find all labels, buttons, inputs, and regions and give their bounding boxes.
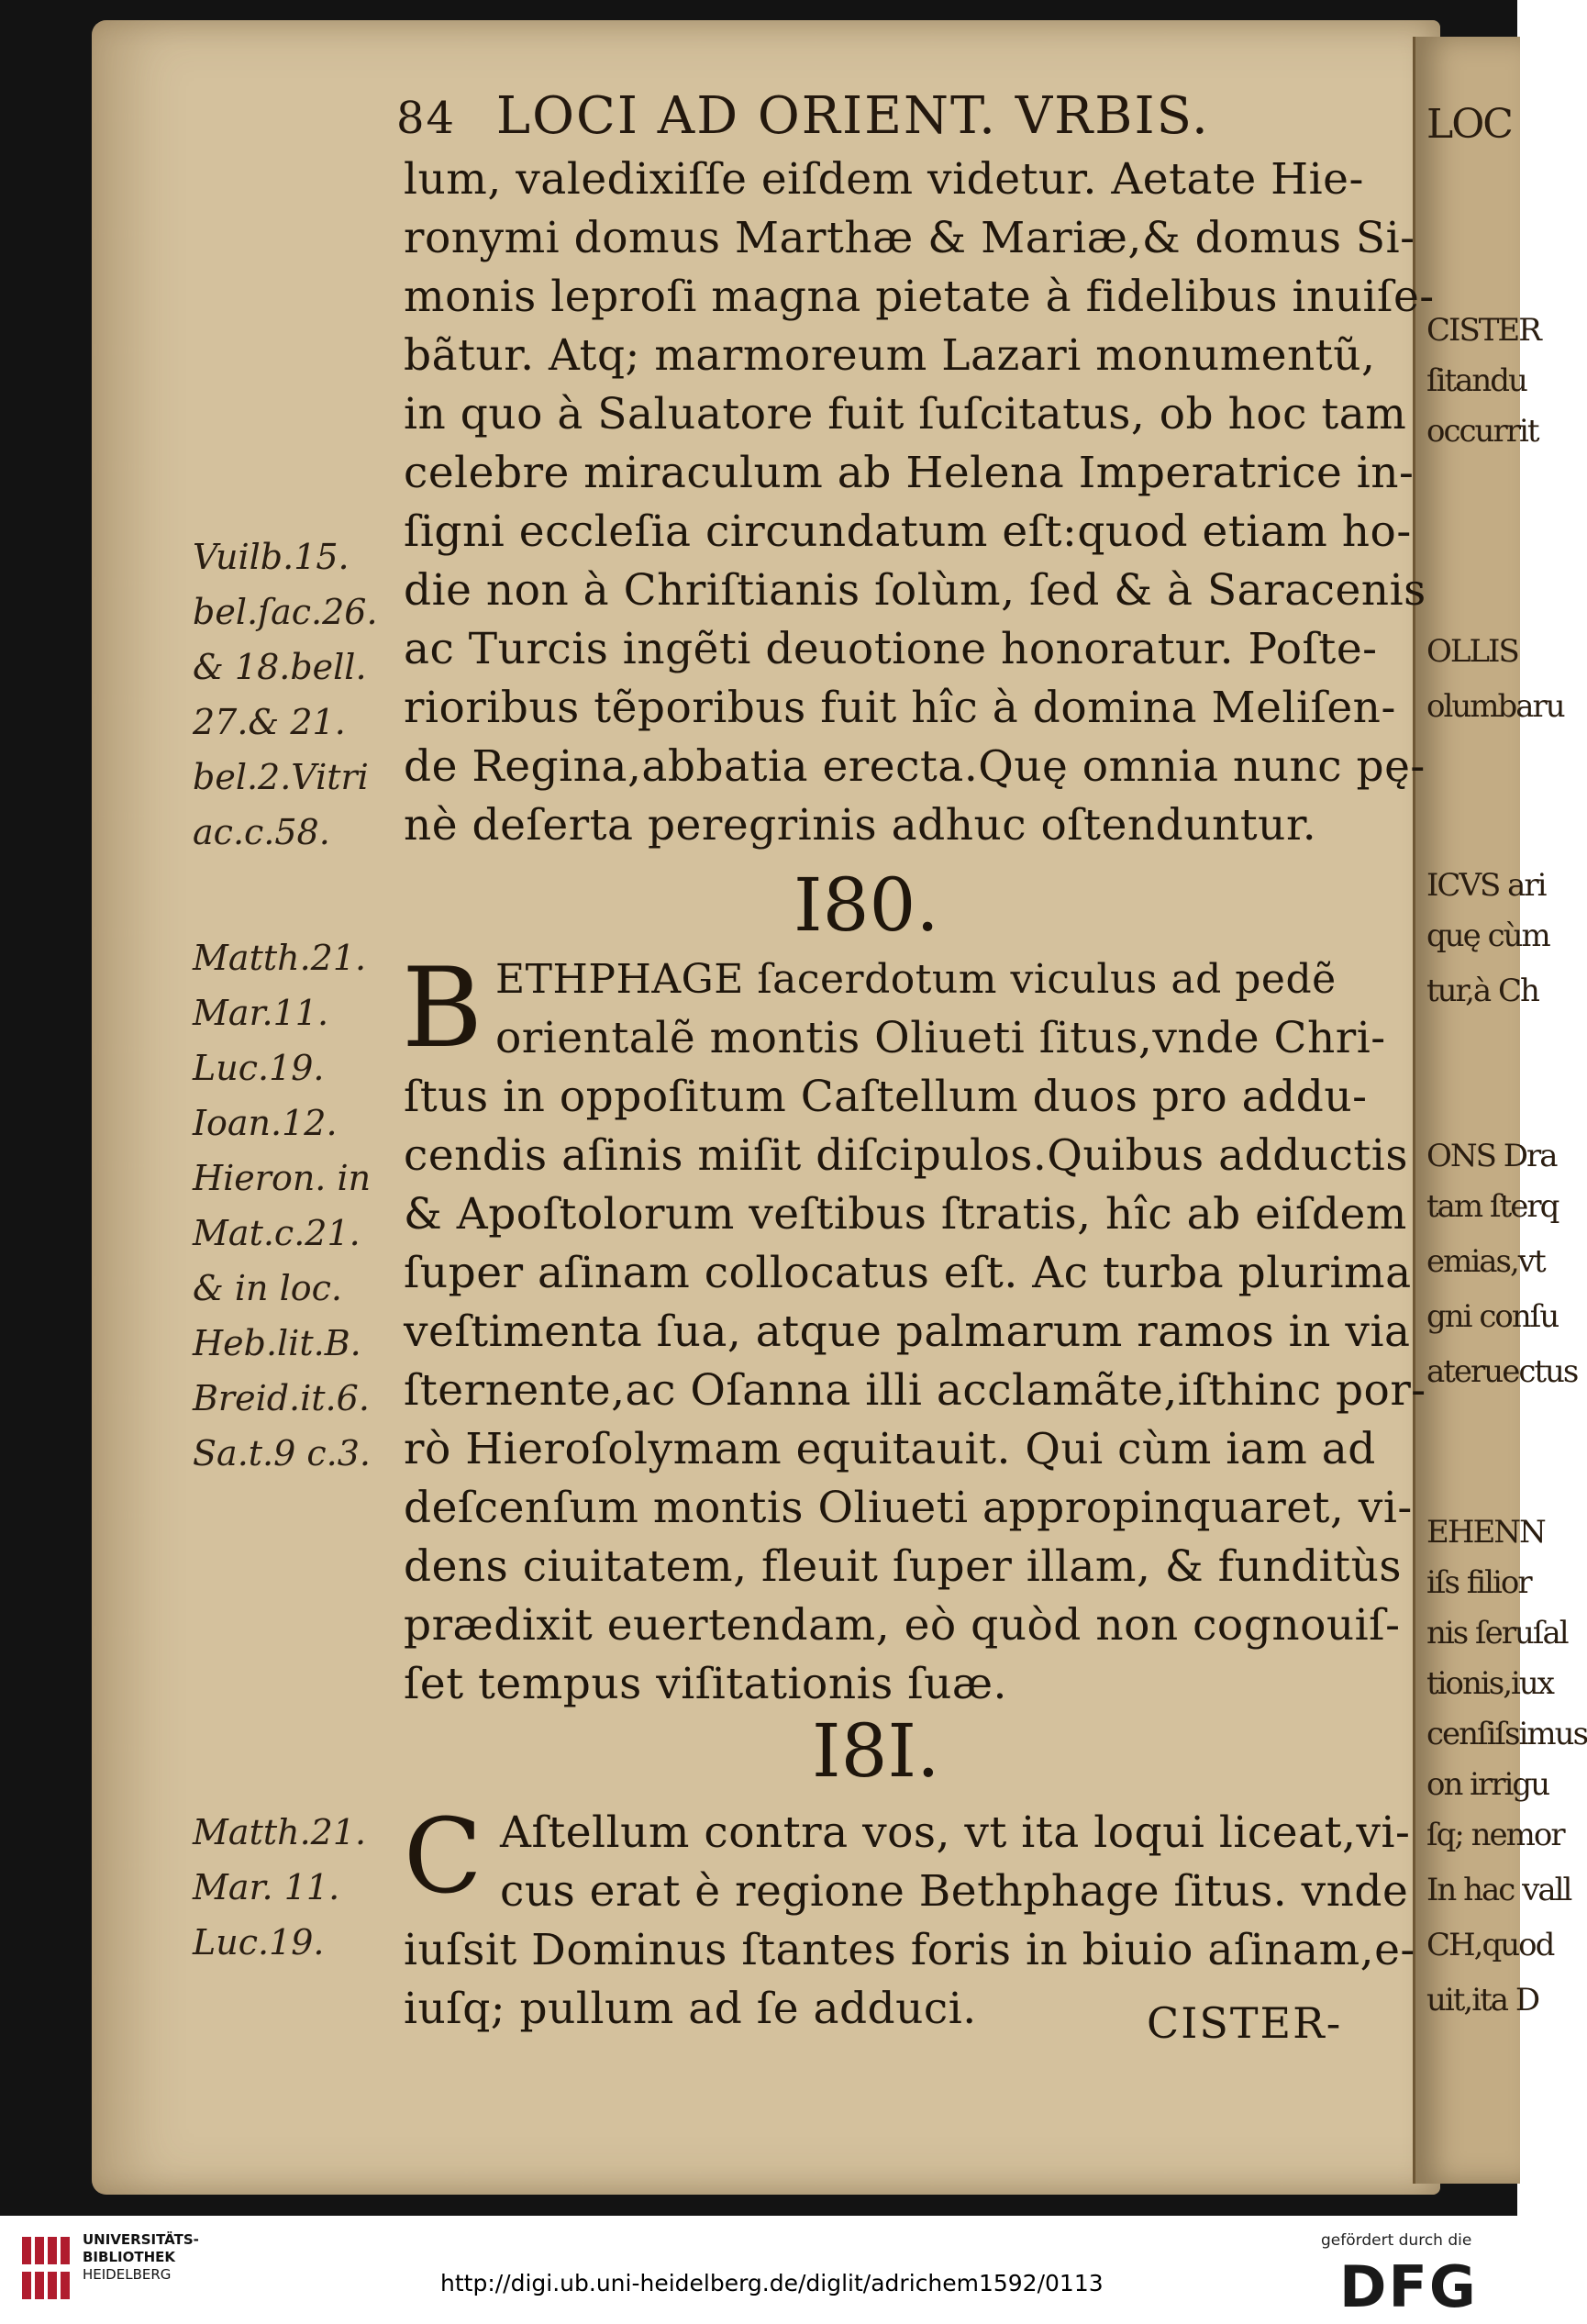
margin-note: bel.ſac.26.: [193, 592, 378, 632]
margin-note: Luc.19.: [193, 1048, 325, 1088]
library-name-line: BIBLIOTHEK: [83, 2249, 175, 2265]
section-number: I8I.: [812, 1708, 940, 1794]
body-line: rò Hieroſolymam equitauit. Qui cùm iam ad: [404, 1424, 1376, 1474]
margin-note: & in loc.: [193, 1268, 343, 1308]
adjacent-page-text: ONS Dra: [1426, 1138, 1557, 1174]
margin-note: Matth.21.: [193, 1812, 367, 1852]
funding-label: gefördert durch die: [1321, 2231, 1472, 2250]
body-line: lum, valedixiſſe eiſdem videtur. Aetate Hie-: [404, 154, 1364, 205]
adjacent-page-text: nis ſeruſal: [1426, 1615, 1568, 1651]
adjacent-page-text: tur,à Ch: [1426, 973, 1538, 1009]
margin-note: Mar.11.: [193, 993, 329, 1033]
adjacent-page-text: In hac vall: [1426, 1872, 1571, 1908]
margin-note: Breid.it.6.: [193, 1378, 370, 1418]
body-line: ſigni eccleſia circundatum eſt:quod etiam ho-: [404, 506, 1412, 557]
body-line: in quo à Saluatore fuit ſuſcitatus, ob hoc tam: [404, 389, 1407, 439]
margin-note: Vuilb.15.: [193, 537, 350, 577]
adjacent-page-text: CH,quod: [1426, 1927, 1554, 1963]
body-line: ſuper aſinam collocatus eſt. Ac turba plurima: [404, 1248, 1412, 1298]
adjacent-page-text: emias,vt: [1426, 1243, 1545, 1280]
body-line: cendis aſinis miſit diſcipulos.Quibus adductis: [404, 1130, 1408, 1181]
adjacent-page-edge: [1413, 37, 1587, 2184]
adjacent-page-text: occurrit: [1426, 413, 1538, 450]
body-line: de Regina,abbatia erecta.Quę omnia nunc pę-: [404, 741, 1426, 792]
section-number: I80.: [794, 862, 939, 948]
body-line: ſternente,ac Oſanna illi acclamãte,iſthinc por-: [404, 1365, 1426, 1416]
margin-note: & 18.bell.: [193, 647, 367, 687]
body-line: prædixit euertendam, eò quòd non cognouiſ-: [404, 1600, 1401, 1651]
body-line: Aſtellum contra vos, vt ita loqui liceat,vi-: [500, 1807, 1411, 1858]
margin-note: Hieron. in: [193, 1158, 372, 1198]
adjacent-page-text: uit,ita D: [1426, 1982, 1539, 2018]
body-line: ſet tempus viſitationis ſuæ.: [404, 1659, 1008, 1709]
body-line: & Apoſtolorum veſtibus ſtratis, hîc ab eiſdem: [404, 1189, 1407, 1240]
adjacent-page-text: on irrigu: [1426, 1766, 1549, 1803]
body-line: iuſq; pullum ad ſe adduci.: [404, 1984, 977, 2034]
body-line: rioribus tẽporibus fuit hîc à domina Meliſen-: [404, 683, 1396, 733]
body-line: die non à Chriſtianis ſolùm, ſed & à Saracenis: [404, 565, 1426, 616]
adjacent-page-text: quę cùm: [1426, 917, 1549, 954]
body-line: monis leproſi magna pietate à fidelibus inuiſe-: [404, 272, 1435, 322]
margin-note: Mat.c.21.: [193, 1213, 361, 1253]
running-header: [396, 86, 1210, 146]
adjacent-page-text: LOC: [1426, 101, 1512, 148]
library-name-line: UNIVERSITÄTS-: [83, 2231, 199, 2248]
catchword: CISTER-: [1147, 1998, 1343, 2048]
adjacent-page-text: EHENN: [1426, 1514, 1545, 1551]
drop-cap: C: [404, 1797, 483, 1917]
margin-note: Ioan.12.: [193, 1103, 338, 1143]
library-name-line: HEIDELBERG: [83, 2266, 172, 2283]
body-line: ac Turcis ingẽti deuotione honoratur. Poſte-: [404, 624, 1378, 674]
adjacent-page-text: tionis,iux: [1426, 1665, 1553, 1702]
body-line: bãtur. Atq; marmoreum Lazari monumentũ,: [404, 330, 1376, 381]
margin-note: Sa.t.9 c.3.: [193, 1433, 371, 1473]
body-line: ETHPHAGE ſacerdotum viculus ad pedẽ: [495, 956, 1337, 1003]
body-line: cus erat è regione Bethphage ſitus. vnde: [500, 1866, 1409, 1917]
drop-cap: B: [402, 945, 483, 1073]
adjacent-page-text: ICVS ari: [1426, 867, 1546, 904]
adjacent-page-text: olumbaru: [1426, 688, 1564, 725]
adjacent-page-text: iſs filior: [1426, 1564, 1531, 1601]
adjacent-page-text: ſitandu: [1426, 362, 1526, 399]
margin-note: Luc.19.: [193, 1922, 325, 1963]
adjacent-page-text: cenſiſsimus: [1426, 1716, 1587, 1752]
margin-note: bel.2.Vitri: [193, 757, 369, 797]
adjacent-page-text: gni conſu: [1426, 1298, 1559, 1335]
margin-note: ac.c.58.: [193, 812, 330, 852]
body-line: ronymi domus Marthæ & Mariæ,& domus Si-: [404, 213, 1415, 263]
margin-note: Matth.21.: [193, 938, 367, 978]
margin-note: 27.& 21.: [193, 702, 346, 742]
body-line: orientalẽ montis Oliueti ſitus,vnde Chri-: [495, 1013, 1386, 1063]
body-line: ſtus in oppoſitum Caſtellum duos pro addu-: [404, 1072, 1368, 1122]
adjacent-page-text: CISTER: [1426, 312, 1540, 349]
margin-note: Mar. 11.: [193, 1867, 340, 1907]
body-line: celebre miraculum ab Helena Imperatrice in-: [404, 448, 1415, 498]
source-url[interactable]: http://digi.ub.uni-heidelberg.de/diglit/adrichem1592/0113: [440, 2270, 1104, 2296]
body-line: veſtimenta ſua, atque palmarum ramos in via: [404, 1307, 1411, 1357]
adjacent-page-text: ſq; nemor: [1426, 1817, 1564, 1853]
body-line: nè deſerta peregrinis adhuc oſtenduntur.: [404, 800, 1317, 851]
adjacent-page-text: OLLIS: [1426, 633, 1518, 670]
page-number: 84: [396, 93, 457, 144]
adjacent-page-text: tam ſterq: [1426, 1188, 1559, 1225]
library-name: [83, 2231, 199, 2284]
adjacent-page-text: ateruectus: [1426, 1353, 1578, 1390]
running-title: LOCI AD ORIENT. VRBIS.: [495, 86, 1210, 146]
margin-note: Heb.lit.B.: [193, 1323, 361, 1363]
library-logo-icon: [18, 2231, 73, 2305]
body-line: dens ciuitatem, fleuit ſuper illam, & funditùs: [404, 1541, 1402, 1592]
dfg-logo: DFG: [1339, 2253, 1478, 2320]
body-line: deſcenſum montis Oliueti appropinquaret, vi-: [404, 1483, 1413, 1533]
body-line: iuſsit Dominus ſtantes foris in biuio aſinam,e-: [404, 1925, 1415, 1975]
